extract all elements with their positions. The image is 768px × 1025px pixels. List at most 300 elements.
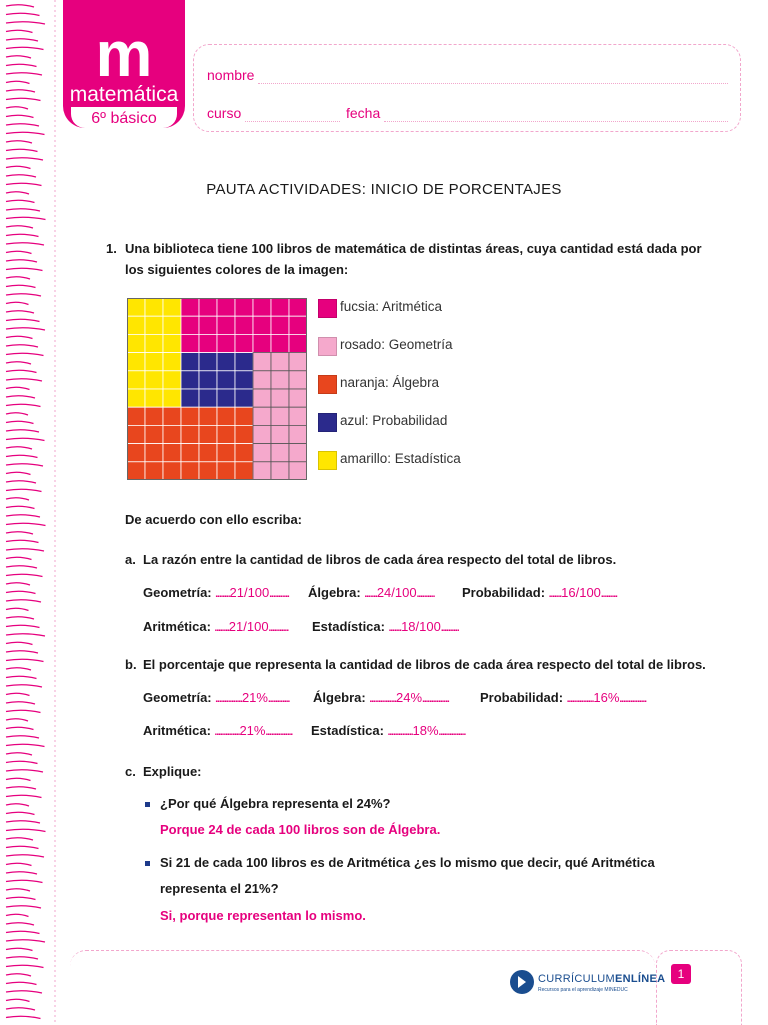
- grid-cell-naranja: [181, 462, 199, 480]
- answer-value: 24%: [396, 690, 423, 705]
- spiral-ring: [6, 447, 32, 449]
- spiral-ring: [6, 90, 35, 92]
- spiral-ring: [6, 311, 34, 313]
- grid-cell-azul: [217, 371, 235, 389]
- grid-cell-azul: [235, 353, 253, 371]
- swatch-azul: [318, 413, 337, 432]
- spiral-ring: [6, 642, 33, 644]
- grid-cell-rosado: [253, 389, 271, 407]
- course-label: curso: [207, 105, 242, 121]
- answer-item: [313, 690, 449, 705]
- logo-subject: matemática: [69, 83, 179, 106]
- grid-cell-naranja: [235, 462, 253, 480]
- answer-item: [480, 690, 646, 705]
- grid-cell-amarillo: [145, 353, 163, 371]
- grid-cell-naranja: [145, 425, 163, 443]
- spiral-ring: [6, 846, 39, 848]
- grid-cell-fucsia: [253, 298, 271, 316]
- spiral-ring: [6, 557, 32, 559]
- spiral-ring: [6, 124, 39, 126]
- grid-cell-naranja: [145, 407, 163, 425]
- spiral-ring: [6, 430, 39, 432]
- grid-cell-naranja: [127, 462, 145, 480]
- answer-dots: ...............: [619, 694, 647, 705]
- spiral-ring: [6, 600, 41, 602]
- answer-dots: .........: [600, 589, 617, 600]
- grid-cell-fucsia: [253, 316, 271, 334]
- grid-cell-amarillo: [163, 389, 181, 407]
- spiral-ring: [6, 489, 42, 491]
- spiral-ring: [6, 625, 40, 627]
- instruction-text: De acuerdo con ello escriba:: [125, 512, 303, 527]
- spiral-ring: [6, 1008, 35, 1010]
- spiral-ring: [6, 498, 29, 500]
- spiral-ring: [6, 285, 36, 287]
- spiral-ring: [6, 676, 37, 678]
- spiral-ring: [6, 940, 45, 942]
- date-label: fecha: [346, 105, 381, 121]
- spiral-ring: [6, 141, 32, 143]
- spiral-ring: [6, 515, 40, 517]
- grid-cell-rosado: [271, 425, 289, 443]
- grid-cell-amarillo: [145, 371, 163, 389]
- grid-cell-naranja: [199, 444, 217, 462]
- part-b-letter: b.: [125, 657, 137, 672]
- grid-cell-rosado: [271, 407, 289, 425]
- grid-cell-rosado: [271, 462, 289, 480]
- spiral-ring: [6, 770, 43, 772]
- answer-dots: .......: [388, 623, 402, 634]
- spiral-ring: [6, 217, 46, 219]
- answer-dots: ........: [215, 589, 230, 600]
- grid-cell-rosado: [289, 353, 307, 371]
- page-title: PAUTA ACTIVIDADES: INICIO DE PORCENTAJES: [206, 181, 562, 198]
- name-field[interactable]: [258, 83, 728, 84]
- grid-cell-naranja: [217, 444, 235, 462]
- grid-cell-naranja: [127, 444, 145, 462]
- grid-cell-naranja: [163, 425, 181, 443]
- spiral-ring: [6, 872, 37, 874]
- grid-cell-fucsia: [181, 334, 199, 352]
- answer-value: 21/100: [228, 619, 269, 634]
- grid-cell-naranja: [181, 444, 199, 462]
- explain-answer-1: Porque 24 de cada 100 libros son de Álgebra.: [160, 822, 441, 837]
- part-c-text: Explique:: [143, 764, 202, 779]
- spiral-ring: [6, 965, 44, 967]
- grid-cell-rosado: [271, 353, 289, 371]
- spiral-ring: [6, 889, 30, 891]
- spiral-ring: [6, 13, 40, 15]
- grid-cell-rosado: [253, 462, 271, 480]
- grid-cell-fucsia: [181, 316, 199, 334]
- spiral-ring: [6, 39, 38, 41]
- spiral-ring: [6, 778, 31, 780]
- spiral-ring: [6, 719, 28, 721]
- answer-dots: ..........: [416, 589, 435, 600]
- spiral-ring: [6, 336, 33, 338]
- answer-dots: ...........: [269, 589, 289, 600]
- spiral-ring: [6, 421, 34, 423]
- answer-label: Geometría:: [143, 690, 212, 705]
- spiral-ring: [6, 566, 37, 568]
- spiral-ring: [6, 974, 31, 976]
- grid-cell-naranja: [199, 425, 217, 443]
- grid-cell-naranja: [145, 444, 163, 462]
- grid-cell-rosado: [253, 407, 271, 425]
- grid-cell-rosado: [289, 389, 307, 407]
- spiral-ring: [6, 345, 38, 347]
- answer-label: Probabilidad:: [480, 690, 564, 705]
- spiral-ring: [6, 209, 40, 211]
- explain-question-1: ¿Por qué Álgebra representa el 24%?: [160, 796, 391, 811]
- answer-label: Estadística:: [312, 619, 385, 634]
- answer-label: Geometría:: [143, 585, 212, 600]
- legend-label: rosado: Geometría: [340, 337, 453, 352]
- grid-cell-rosado: [253, 353, 271, 371]
- grid-cell-fucsia: [289, 334, 307, 352]
- spiral-ring: [6, 702, 35, 704]
- spiral-ring: [6, 863, 32, 865]
- spiral-ring: [6, 804, 29, 806]
- spiral-ring: [6, 506, 35, 508]
- answer-value: 18/100: [401, 619, 441, 634]
- grid-cell-azul: [181, 371, 199, 389]
- spiral-ring: [6, 166, 31, 168]
- spiral-ring: [6, 855, 44, 857]
- spiral-ring: [6, 107, 28, 109]
- spiral-ring: [6, 931, 40, 933]
- spiral-ring: [6, 693, 30, 695]
- swatch-amarillo: [318, 451, 337, 470]
- grid-cell-azul: [199, 389, 217, 407]
- spiral-ring: [6, 795, 42, 797]
- grid-cell-amarillo: [163, 334, 181, 352]
- brand-name: [538, 973, 665, 985]
- legend-label: naranja: Álgebra: [340, 375, 440, 390]
- spiral-ring: [6, 64, 37, 66]
- spiral-ring: [6, 753, 32, 755]
- grid-cell-rosado: [289, 407, 307, 425]
- spiral-ring: [6, 914, 29, 916]
- spiral-ring: [6, 438, 45, 440]
- curriculum-logo-icon: [510, 970, 534, 994]
- answer-dots: ...............: [438, 727, 466, 738]
- spiral-ring: [6, 540, 39, 542]
- spiral-ring: [6, 370, 37, 372]
- part-c-letter: c.: [125, 764, 136, 779]
- spiral-ring: [6, 158, 43, 160]
- spiral-ring: [6, 294, 41, 296]
- part-a-text: La razón entre la cantidad de libros de cada área respecto del total de libros.: [143, 552, 617, 567]
- grid-cell-amarillo: [127, 298, 145, 316]
- spiral-ring: [6, 379, 42, 381]
- spiral-ring: [6, 260, 37, 262]
- answer-value: 24/100: [376, 585, 417, 600]
- answer-label: Aritmética:: [143, 723, 211, 738]
- page-number: 1: [671, 964, 691, 984]
- spiral-ring: [6, 234, 39, 236]
- spiral-ring: [6, 532, 33, 534]
- brand-main: CURRÍCULUM: [538, 973, 615, 985]
- spiral-ring: [6, 821, 40, 823]
- grid-cell-amarillo: [127, 371, 145, 389]
- answer-value: 21%: [241, 690, 268, 705]
- spiral-ring: [6, 761, 38, 763]
- spiral-ring: [6, 464, 43, 466]
- grid-cell-azul: [181, 389, 199, 407]
- spiral-ring: [6, 710, 41, 712]
- answer-value: 18%: [412, 723, 439, 738]
- grid-cell-fucsia: [217, 298, 235, 316]
- answer-dots: .......: [364, 589, 377, 600]
- grid-cell-amarillo: [163, 298, 181, 316]
- spiral-ring: [6, 30, 33, 32]
- spiral-ring: [6, 243, 44, 245]
- answer-label: Álgebra:: [308, 585, 361, 600]
- legend-label: fucsia: Aritmética: [340, 299, 443, 314]
- page-number-box: [656, 950, 742, 1025]
- grid-cell-amarillo: [127, 389, 145, 407]
- date-field[interactable]: [384, 121, 728, 122]
- spiral-ring: [6, 999, 30, 1001]
- answer-value: 16%: [593, 690, 620, 705]
- grid-cell-azul: [199, 353, 217, 371]
- spiral-binding: [0, 0, 60, 1024]
- grid-cell-amarillo: [145, 316, 163, 334]
- grid-cell-naranja: [127, 425, 145, 443]
- grid-cell-fucsia: [235, 334, 253, 352]
- answer-dots: ........: [214, 623, 229, 634]
- grid-cell-rosado: [271, 389, 289, 407]
- grid-cell-naranja: [181, 425, 199, 443]
- spiral-ring: [6, 81, 30, 83]
- spiral-ring: [6, 5, 34, 7]
- grid-cell-fucsia: [199, 298, 217, 316]
- spiral-ring: [6, 149, 38, 151]
- grid-cell-rosado: [289, 371, 307, 389]
- spiral-ring: [6, 948, 33, 950]
- answer-value: 16/100: [561, 585, 601, 600]
- answer-item: [143, 690, 289, 705]
- spiral-ring: [6, 897, 36, 899]
- grid-cell-azul: [217, 353, 235, 371]
- library-grid: [127, 298, 307, 480]
- grid-cell-fucsia: [217, 334, 235, 352]
- grid-cell-rosado: [253, 425, 271, 443]
- spiral-ring: [6, 668, 31, 670]
- spiral-ring: [6, 736, 39, 738]
- grid-cell-naranja: [127, 407, 145, 425]
- spiral-ring: [6, 744, 45, 746]
- grid-cell-naranja: [145, 462, 163, 480]
- spiral-ring: [6, 906, 41, 908]
- spiral-ring: [6, 727, 34, 729]
- question-line-1: Una biblioteca tiene 100 libros de matemática de distintas áreas, cuya cantidad está dada por: [125, 241, 702, 256]
- spiral-ring: [6, 923, 34, 925]
- grid-cell-fucsia: [235, 316, 253, 334]
- grid-cell-fucsia: [271, 316, 289, 334]
- grid-cell-amarillo: [145, 298, 163, 316]
- answer-label: Probabilidad:: [462, 585, 546, 600]
- grid-cell-fucsia: [271, 298, 289, 316]
- bullet-icon: [145, 802, 150, 807]
- spiral-ring: [6, 583, 30, 585]
- answer-dots: ..............: [387, 727, 413, 738]
- grid-cell-naranja: [235, 425, 253, 443]
- answer-label: Aritmética:: [143, 619, 211, 634]
- part-b-text: El porcentaje que representa la cantidad de libros de cada área respecto del total de libros.: [143, 657, 706, 672]
- spiral-ring: [6, 319, 40, 321]
- logo-grade: 6º básico: [71, 107, 177, 128]
- spiral-ring: [6, 22, 45, 24]
- grid-cell-fucsia: [235, 298, 253, 316]
- question-number: 1.: [106, 241, 117, 256]
- answer-dots: ...............: [215, 694, 242, 705]
- spiral-ring: [6, 880, 43, 882]
- grid-cell-fucsia: [199, 334, 217, 352]
- answer-item: [311, 723, 465, 738]
- spiral-ring: [6, 608, 29, 610]
- answer-dots: ...............: [422, 694, 449, 705]
- answer-value: 21%: [239, 723, 266, 738]
- grid-cell-naranja: [217, 407, 235, 425]
- grid-cell-naranja: [163, 462, 181, 480]
- question-line-2: los siguientes colores de la imagen:: [125, 262, 349, 277]
- answer-label: Álgebra:: [313, 690, 366, 705]
- spiral-ring: [6, 396, 35, 398]
- answer-item: [312, 619, 459, 634]
- legend-label: azul: Probabilidad: [340, 413, 448, 428]
- grid-cell-rosado: [271, 444, 289, 462]
- answer-dots: ...............: [265, 727, 293, 738]
- spiral-ring: [6, 56, 31, 58]
- answer-dots: ............: [267, 694, 290, 705]
- grid-cell-naranja: [199, 407, 217, 425]
- grid-cell-fucsia: [217, 316, 235, 334]
- logo-letter: m: [95, 18, 153, 90]
- spiral-ring: [6, 574, 43, 576]
- spiral-ring: [6, 812, 35, 814]
- name-label: nombre: [207, 67, 255, 83]
- spiral-ring: [6, 387, 30, 389]
- spiral-ring: [6, 175, 36, 177]
- spiral-ring: [6, 634, 45, 636]
- grid-cell-azul: [217, 389, 235, 407]
- spiral-ring: [6, 328, 45, 330]
- footer-border: [70, 950, 655, 971]
- grid-cell-rosado: [289, 425, 307, 443]
- spiral-ring: [6, 838, 33, 840]
- spiral-ring: [6, 200, 35, 202]
- grid-cell-naranja: [163, 407, 181, 425]
- answer-item: [462, 585, 617, 600]
- grid-cell-azul: [235, 389, 253, 407]
- grid-cell-rosado: [253, 444, 271, 462]
- spiral-ring: [6, 98, 41, 100]
- grid-cell-amarillo: [127, 316, 145, 334]
- spiral-ring: [6, 685, 42, 687]
- student-info-box: [193, 44, 741, 132]
- spiral-ring: [6, 353, 44, 355]
- grid-cell-naranja: [217, 462, 235, 480]
- part-a-letter: a.: [125, 552, 136, 567]
- grid-cell-fucsia: [199, 316, 217, 334]
- bullet-icon: [145, 861, 150, 866]
- grid-cell-amarillo: [127, 353, 145, 371]
- spiral-ring: [6, 787, 36, 789]
- brand-tagline: Recursos para el aprendizaje MINEDUC: [538, 987, 628, 993]
- grid-cell-fucsia: [289, 298, 307, 316]
- explain-question-2-line-1: Si 21 de cada 100 libros es de Aritmética ¿es lo mismo que decir, qué Aritmética: [160, 855, 655, 870]
- spiral-ring: [6, 829, 46, 831]
- spiral-ring: [6, 251, 32, 253]
- answer-item: [308, 585, 434, 600]
- answer-dots: ..........: [440, 623, 459, 634]
- grid-cell-rosado: [253, 371, 271, 389]
- spiral-ring: [6, 549, 44, 551]
- spiral-ring: [6, 523, 46, 525]
- grid-cell-amarillo: [163, 353, 181, 371]
- spiral-ring: [6, 413, 28, 415]
- spiral-ring: [6, 472, 31, 474]
- answer-item: [143, 619, 288, 634]
- course-field[interactable]: [245, 121, 340, 122]
- subject-logo: [63, 0, 185, 128]
- grid-cell-azul: [235, 371, 253, 389]
- grid-cell-naranja: [163, 444, 181, 462]
- grid-cell-fucsia: [289, 316, 307, 334]
- spiral-ring: [6, 268, 43, 270]
- spiral-ring: [6, 1016, 41, 1018]
- spiral-ring: [6, 226, 33, 228]
- answer-item: [143, 585, 289, 600]
- spiral-ring: [6, 404, 41, 406]
- answer-dots: ...............: [566, 694, 594, 705]
- answer-dots: .......: [548, 589, 562, 600]
- spiral-ring: [6, 617, 34, 619]
- spiral-ring: [6, 659, 44, 661]
- spiral-ring: [6, 591, 36, 593]
- grid-cell-naranja: [199, 462, 217, 480]
- spiral-ring: [6, 115, 34, 117]
- spiral-ring: [6, 957, 38, 959]
- legend-label: amarillo: Estadística: [340, 451, 461, 466]
- spiral-ring: [6, 455, 38, 457]
- answer-value: 21/100: [229, 585, 270, 600]
- swatch-fucsia: [318, 299, 337, 318]
- grid-cell-fucsia: [181, 298, 199, 316]
- answer-label: Estadística:: [311, 723, 384, 738]
- swatch-naranja: [318, 375, 337, 394]
- answer-item: [143, 723, 292, 738]
- answer-dots: ..............: [214, 727, 240, 738]
- grid-cell-amarillo: [145, 389, 163, 407]
- swatch-rosado: [318, 337, 337, 356]
- grid-cell-naranja: [217, 425, 235, 443]
- grid-cell-amarillo: [163, 371, 181, 389]
- grid-cell-fucsia: [271, 334, 289, 352]
- grid-cell-rosado: [271, 371, 289, 389]
- explain-question-2-line-2: representa el 21%?: [160, 881, 279, 896]
- grid-cell-naranja: [235, 407, 253, 425]
- spiral-ring: [6, 991, 42, 993]
- spiral-ring: [6, 651, 38, 653]
- grid-cell-azul: [181, 353, 199, 371]
- explain-answer-2: Si, porque representan lo mismo.: [160, 908, 366, 923]
- spiral-ring: [6, 302, 29, 304]
- grid-cell-naranja: [181, 407, 199, 425]
- spiral-ring: [6, 132, 45, 134]
